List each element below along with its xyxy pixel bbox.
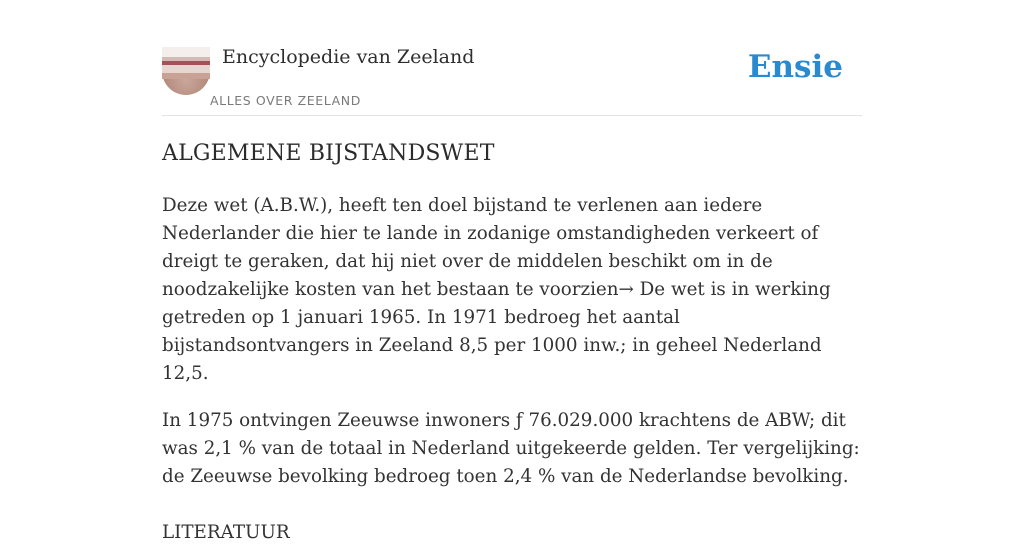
site-header — [162, 44, 862, 116]
article-title: ALGEMENE BIJSTANDSWET — [162, 141, 495, 166]
literature-heading: LITERATUUR — [162, 522, 290, 543]
site-subtitle: ALLES OVER ZEELAND — [210, 93, 361, 108]
article-paragraph: Deze wet (A.B.W.), heeft ten doel bijstand te verlenen aan iedere Nederlander die hier te lande in zodanige omstandigheden verkeert of dreigt te geraken, dat hij niet over de middelen beschikt om in de noodzakelijke kosten van het bestaan te voorzien→ De wet is in werking getreden op 1 januari 1965. In 1971 bedroeg het aantal bijstandsontvangers in Zeeland 8,5 per 1000 inw.; in geheel Nederland 12,5. — [162, 195, 831, 384]
avatar-band-light — [162, 65, 210, 73]
site-avatar[interactable] — [162, 47, 210, 95]
article — [162, 138, 866, 547]
brand-logo-link[interactable]: Ensie — [747, 49, 843, 85]
avatar-band-top — [162, 47, 210, 57]
site-title[interactable]: Encyclopedie van Zeeland — [222, 46, 475, 68]
article-paragraph: In 1975 ontvingen Zeeuwse inwoners ƒ 76.029.000 krachtens de ABW; dit was 2,1 % van de totaal in Nederland uitgekeerde gelden. Ter vergelijking: de Zeeuwse bevolking bedroeg toen 2,4 % van de Nederlandse bevolking. — [162, 410, 860, 487]
avatar-band-lower — [162, 73, 210, 79]
